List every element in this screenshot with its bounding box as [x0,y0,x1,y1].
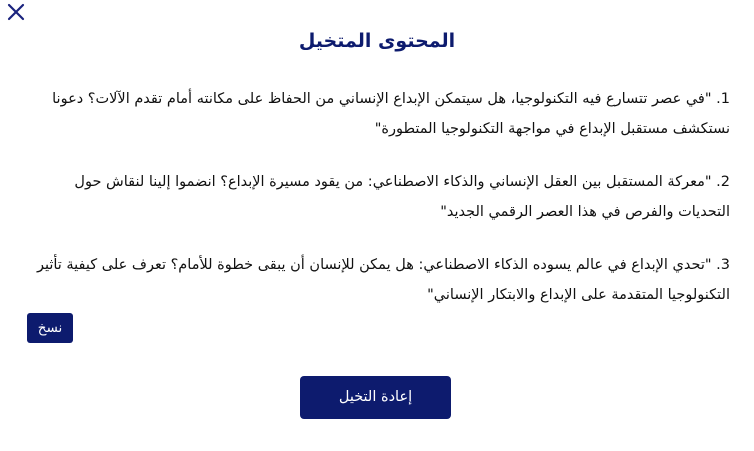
dialog-title: المحتوى المتخيل [298,30,456,52]
close-icon [6,2,26,22]
content-item-2: 2. "معركة المستقبل بين العقل الإنساني والذكاء الاصطناعي: من يقود مسيرة الإبداع؟ انضموا إلينا لنقاش حول التحديات والفرص في هذا العصر الرقمي الجديد" [74,174,730,220]
close-button[interactable] [6,2,26,22]
content-item-1: 1. "في عصر تتسارع فيه التكنولوجيا، هل سيتمكن الإبداع الإنساني من الحفاظ على مكانته أمام تقدم الآلات؟ دعونا نستكشف مستقبل الإبداع في مواجهة التكنولوجيا المتطورة" [52,91,730,137]
copy-button[interactable]: نسخ [27,313,73,343]
reimagine-button[interactable]: إعادة التخيل [300,376,451,419]
generated-content [26,84,730,333]
content-item-3: 3. "تحدي الإبداع في عالم يسوده الذكاء الاصطناعي: هل يمكن للإنسان أن يبقى خطوة للأمام؟ تعرف على كيفية تأثير التكنولوجيا المتقدمة على الإبداع والابتكار الإنساني" [36,257,730,303]
